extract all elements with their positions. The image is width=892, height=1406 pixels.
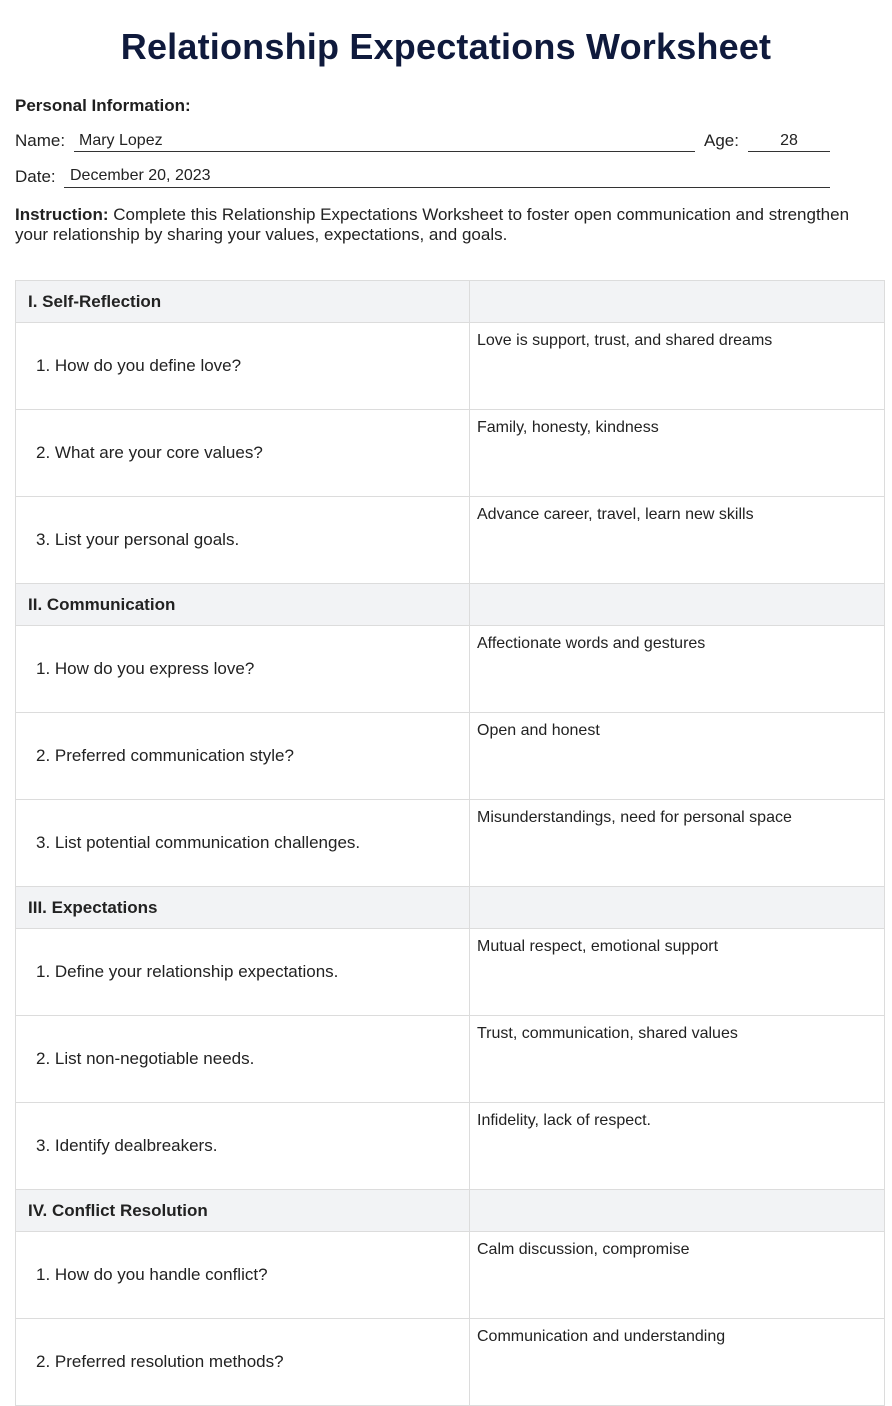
section-header-row xyxy=(16,1190,885,1232)
name-label: Name: xyxy=(15,131,66,150)
name-field[interactable] xyxy=(74,131,695,152)
section-title: IV. Conflict Resolution xyxy=(16,1190,470,1232)
question-cell: 2. List non-negotiable needs. xyxy=(16,1016,470,1103)
date-label: Date: xyxy=(15,167,56,186)
answer-cell[interactable]: Affectionate words and gestures xyxy=(470,626,885,713)
age-field[interactable] xyxy=(748,131,830,152)
section-title: III. Expectations xyxy=(16,887,470,929)
date-value: December 20, 2023 xyxy=(70,167,211,184)
question-cell: 2. Preferred communication style? xyxy=(16,713,470,800)
date-field[interactable] xyxy=(64,167,830,188)
answer-cell[interactable]: Open and honest xyxy=(470,713,885,800)
table-row xyxy=(16,800,885,887)
personal-info-heading: Personal Information: xyxy=(15,96,191,115)
question-cell: 3. List your personal goals. xyxy=(16,497,470,584)
table-row xyxy=(16,323,885,410)
question-cell: 2. Preferred resolution methods? xyxy=(16,1319,470,1406)
instruction-label: Instruction: xyxy=(15,205,109,224)
section-header-blank xyxy=(470,1190,885,1232)
instruction-text: Complete this Relationship Expectations Worksheet to foster open communication and strengthen your relationship by sharing your values, expectations, and goals. xyxy=(15,205,850,244)
answer-cell[interactable]: Love is support, trust, and shared dreams xyxy=(470,323,885,410)
section-header-row xyxy=(16,887,885,929)
question-cell: 1. How do you define love? xyxy=(16,323,470,410)
instruction xyxy=(15,205,875,245)
answer-cell[interactable]: Family, honesty, kindness xyxy=(470,410,885,497)
table-row xyxy=(16,1319,885,1406)
table-row xyxy=(16,713,885,800)
question-cell: 1. How do you express love? xyxy=(16,626,470,713)
question-cell: 2. What are your core values? xyxy=(16,410,470,497)
answer-cell[interactable]: Misunderstandings, need for personal space xyxy=(470,800,885,887)
answer-cell[interactable]: Trust, communication, shared values xyxy=(470,1016,885,1103)
answer-cell[interactable]: Infidelity, lack of respect. xyxy=(470,1103,885,1190)
question-cell: 1. How do you handle conflict? xyxy=(16,1232,470,1319)
section-header-blank xyxy=(470,887,885,929)
answer-cell[interactable]: Calm discussion, compromise xyxy=(470,1232,885,1319)
age-value: 28 xyxy=(780,132,798,149)
section-header-blank xyxy=(470,281,885,323)
section-title: II. Communication xyxy=(16,584,470,626)
question-cell: 3. Identify dealbreakers. xyxy=(16,1103,470,1190)
answer-cell[interactable]: Mutual respect, emotional support xyxy=(470,929,885,1016)
answer-cell[interactable]: Communication and understanding xyxy=(470,1319,885,1406)
age-label: Age: xyxy=(704,131,739,150)
answer-cell[interactable]: Advance career, travel, learn new skills xyxy=(470,497,885,584)
worksheet-table xyxy=(15,280,885,1406)
section-title: I. Self-Reflection xyxy=(16,281,470,323)
name-age-row xyxy=(15,131,875,155)
section-header-row xyxy=(16,281,885,323)
table-row xyxy=(16,1103,885,1190)
table-row xyxy=(16,410,885,497)
table-row xyxy=(16,497,885,584)
question-cell: 1. Define your relationship expectations. xyxy=(16,929,470,1016)
table-row xyxy=(16,1232,885,1319)
date-row xyxy=(15,167,875,191)
table-row xyxy=(16,929,885,1016)
section-header-blank xyxy=(470,584,885,626)
question-cell: 3. List potential communication challenges. xyxy=(16,800,470,887)
page-title: Relationship Expectations Worksheet xyxy=(120,26,772,67)
name-value: Mary Lopez xyxy=(79,132,163,149)
section-header-row xyxy=(16,584,885,626)
table-row xyxy=(16,1016,885,1103)
table-row xyxy=(16,626,885,713)
